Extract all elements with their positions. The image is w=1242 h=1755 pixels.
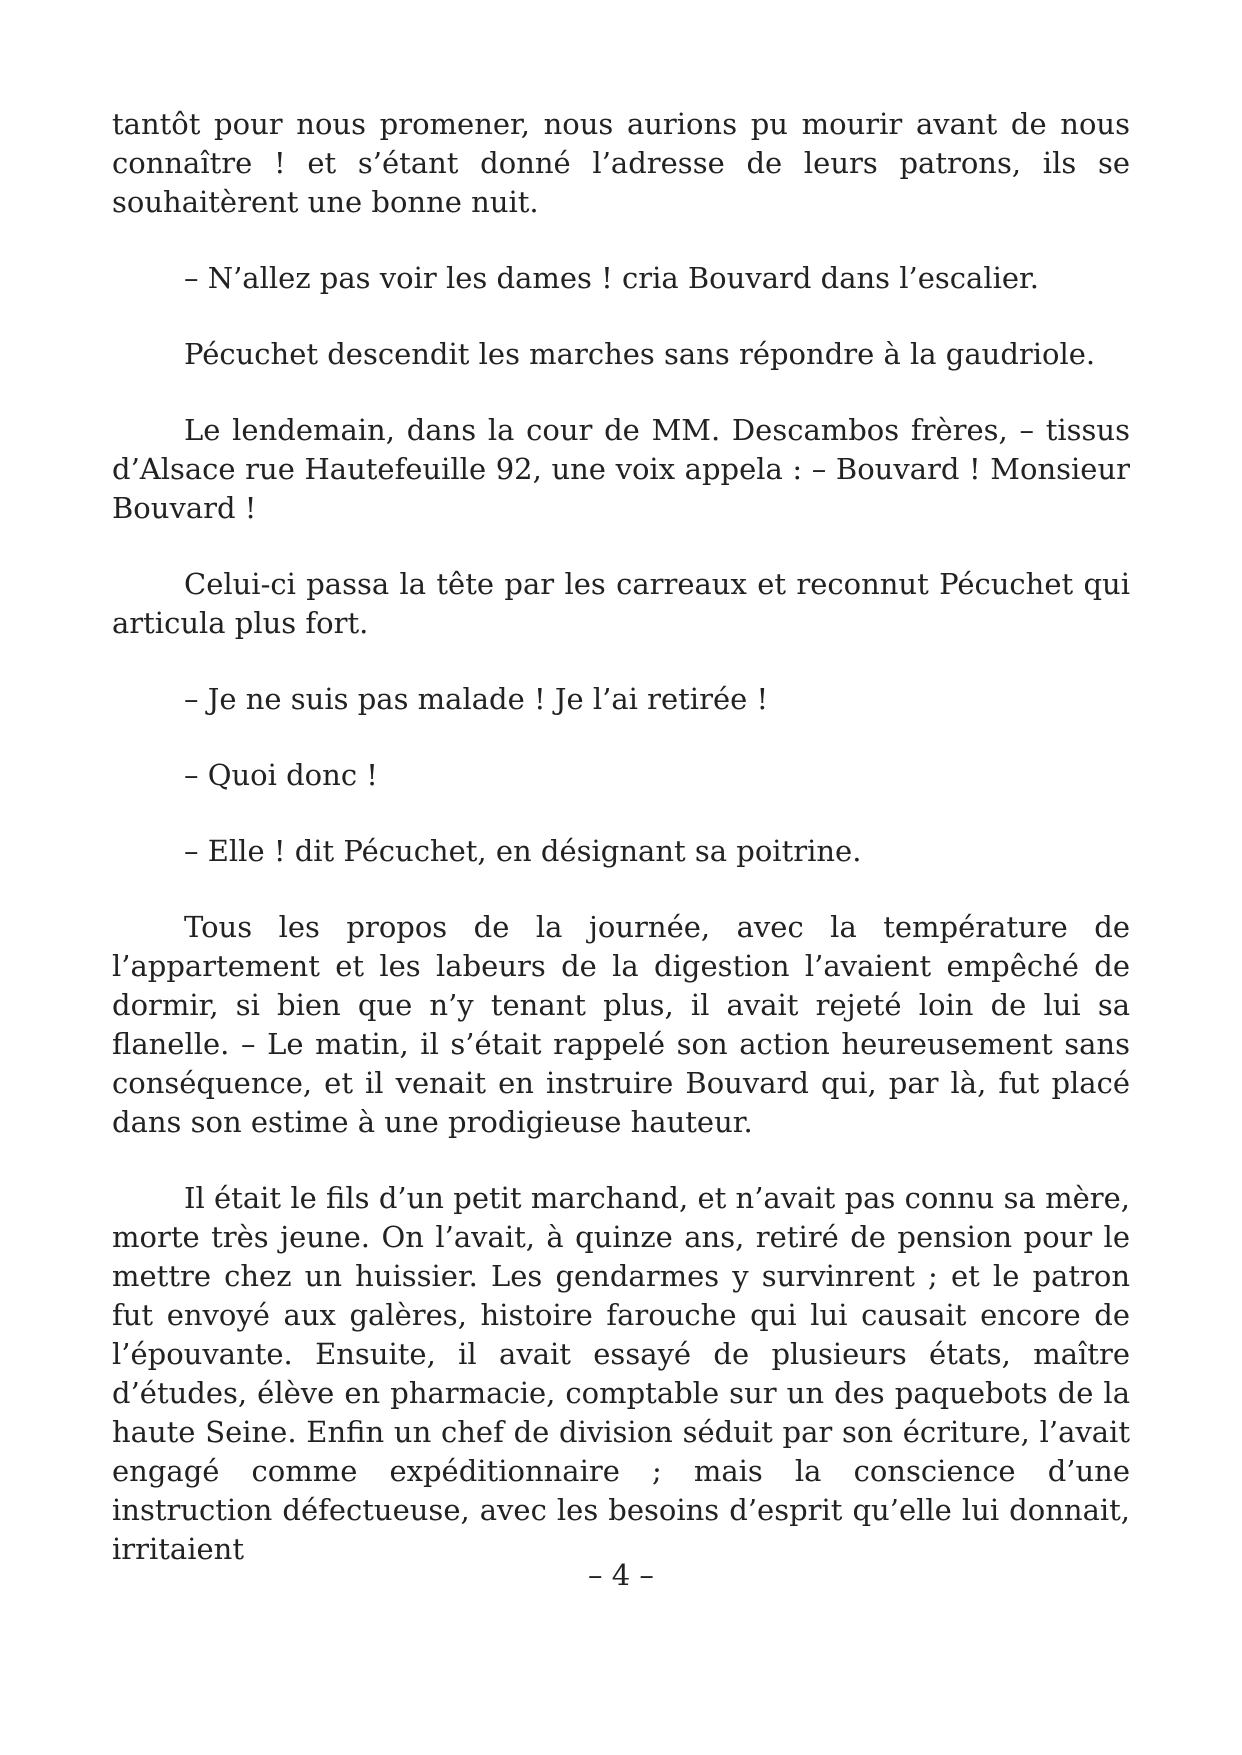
page-body	[112, 105, 1130, 1569]
paragraph-1: tantôt pour nous promener, nous aurions pu mourir avant de nous connaître ! et s’étant donné l’adresse de leurs patrons, ils se souhaitèrent une bonne nuit.	[112, 107, 1130, 219]
paragraph-8: – Elle ! dit Pécuchet, en désignant sa poitrine.	[184, 834, 862, 868]
paragraph-7: – Quoi donc !	[184, 758, 378, 792]
paragraph-6: – Je ne suis pas malade ! Je l’ai retirée !	[184, 682, 769, 716]
paragraph-10: Il était le fils d’un petit marchand, et n’avait pas connu sa mère, morte très jeune. On l’avait, à quinze ans, retiré de pension pour le mettre chez un huissier. Les gendarmes y survinrent ; et le patron fut envoyé aux galères, histoire farouche qui lui causait encore de l’épouvante. Ensuite, il avait essayé de plusieurs états, maître d’études, élève en pharmacie, comptable sur un des paquebots de la haute Seine. Enfin un chef de division séduit par son écriture, l’avait engagé comme expéditionnaire ; mais la conscience d’une instruction défectueuse, avec les besoins d’esprit qu’elle lui donnait, irritaient	[112, 1181, 1130, 1566]
paragraph-5: Celui-ci passa la tête par les carreaux et reconnut Pécuchet qui articula plus fort.	[112, 567, 1130, 640]
paragraph-4: Le lendemain, dans la cour de MM. Descambos frères, – tissus d’Alsace rue Hautefeuille 92, une voix appela : – Bouvard ! Monsieur Bouvard !	[112, 413, 1130, 525]
paragraph-3: Pécuchet descendit les marches sans répondre à la gaudriole.	[184, 337, 1096, 371]
paragraph-2: – N’allez pas voir les dames ! cria Bouvard dans l’escalier.	[184, 261, 1039, 295]
paragraph-9: Tous les propos de la journée, avec la température de l’appartement et les labeurs de la digestion l’avaient empêché de dormir, si bien que n’y tenant plus, il avait rejeté loin de lui sa flanelle. – Le matin, il s’était rappelé son action heureusement sans conséquence, et il venait en instruire Bouvard qui, par là, fut placé dans son estime à une prodigieuse hauteur.	[112, 910, 1130, 1139]
page-number: – 4 –	[588, 1558, 654, 1592]
